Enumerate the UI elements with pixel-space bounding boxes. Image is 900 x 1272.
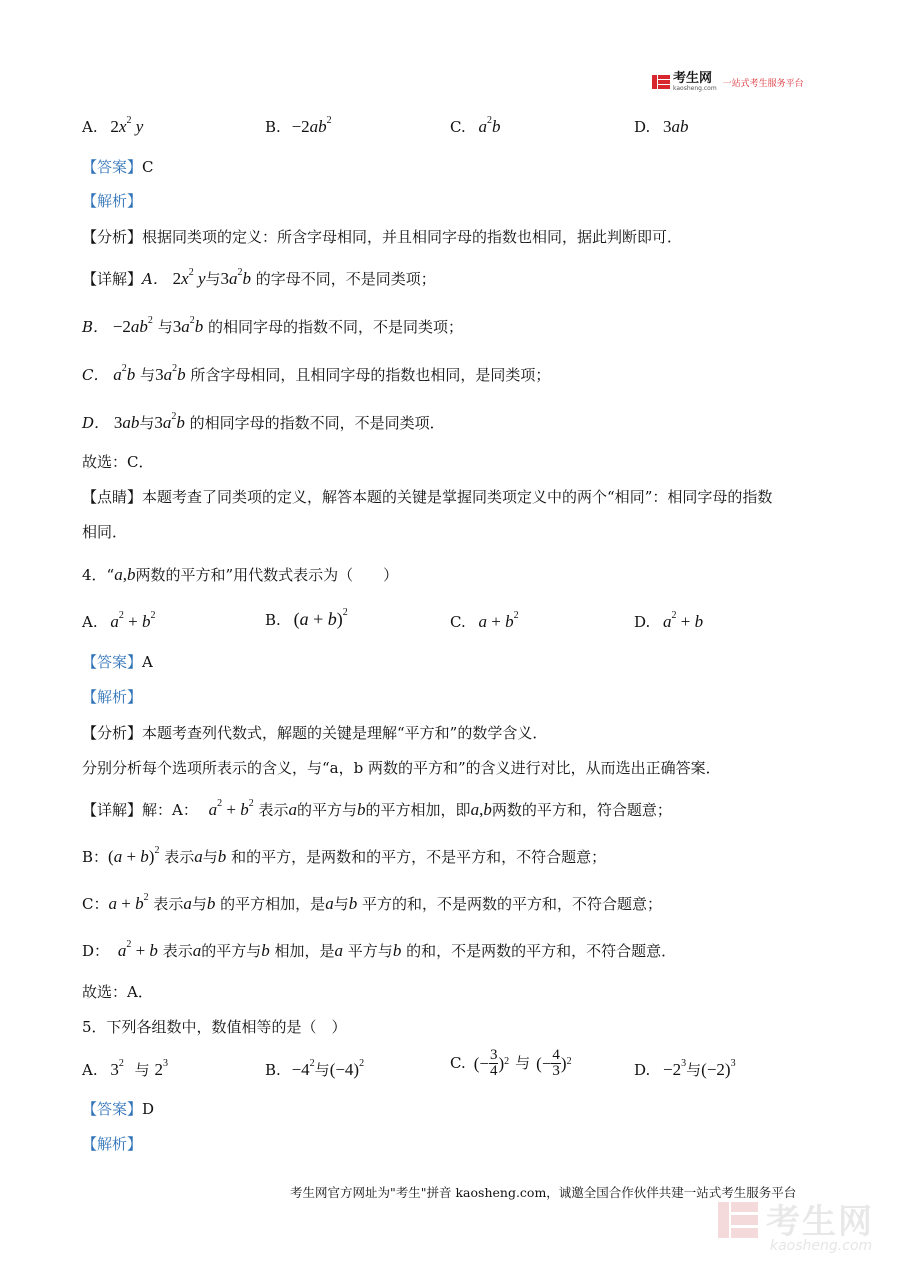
option-label: B.	[265, 611, 281, 629]
q4-fenxi-2: 分别分析每个选项所表示的含义，与“a，b 两数的平方和”的含义进行对比，从而选出正确答案．	[82, 759, 721, 777]
detail-text: 与	[333, 895, 349, 913]
answer-value: A	[142, 653, 153, 671]
q4-detail-d	[82, 939, 677, 960]
q3-option-d	[634, 118, 689, 135]
math-expr: a	[288, 800, 298, 819]
math-expr: a	[183, 894, 192, 913]
detail-text: 和的平方，是两数和的平方，不是平方和，不符合题意；	[231, 848, 607, 866]
math-expr: $a + b^2$	[108, 892, 149, 913]
math-expr: a,b	[470, 800, 492, 819]
q4-analysis-tag: 【解析】	[82, 688, 143, 706]
q5-option-b	[265, 1058, 365, 1079]
math-expr: $a^2 + b^2$	[110, 610, 156, 631]
math-expr: b	[126, 565, 136, 584]
detail-text: 表示	[162, 942, 193, 960]
item-prefix: 解：A：	[142, 801, 198, 819]
math-expr: $a + b^2$	[478, 610, 519, 631]
detail-text: 表示	[153, 895, 184, 913]
watermark-logo-icon	[718, 1200, 758, 1244]
math-expr: $-2^3$	[663, 1058, 687, 1079]
header-logo	[652, 72, 804, 92]
logo-name: 考生网	[673, 71, 713, 86]
math-expr: $a^2 + b^2$	[208, 798, 254, 819]
detail-text: 的平方相加，是	[220, 895, 326, 913]
math-expr: $2x^2$ y	[172, 267, 206, 288]
item-prefix: D．	[82, 414, 110, 432]
fenxi-text: 本题考查列代数式，解题的关键是理解“平方和”的数学含义．	[142, 724, 548, 742]
q3-answer	[82, 160, 154, 175]
q3-option-a	[82, 115, 144, 136]
connector-text: 与	[686, 1061, 702, 1079]
option-label: A.	[82, 118, 98, 136]
q4-fenxi	[82, 726, 547, 741]
q4-stem	[82, 566, 398, 583]
math-expr: $-2ab^2$	[291, 115, 332, 136]
math-expr: $a^2 + b$	[117, 939, 158, 960]
math-expr: a	[114, 565, 123, 584]
stem-suffix: 两数的平方和”用代数式表示为（ ）	[135, 566, 399, 584]
math-expr: b	[261, 941, 270, 960]
logo-text-group	[670, 72, 717, 92]
math-expr: ,	[122, 565, 127, 584]
connector-text: 与	[314, 1061, 330, 1079]
detail-text: 的平方相加，即	[365, 801, 471, 819]
answer-value: D	[142, 1100, 155, 1118]
logo-slogan: 一站式考生服务平台	[722, 78, 804, 89]
q5-analysis-tag: 【解析】	[82, 1135, 143, 1153]
dianjing-tag: 【点睛】	[82, 488, 143, 506]
math-expr: 3ab	[113, 413, 140, 432]
detail-text: 所含字母相同，且相同字母的指数也相同，是同类项；	[190, 366, 551, 384]
q3-detail-c	[82, 363, 551, 384]
fenxi-text: 根据同类项的定义：所含字母相同，并且相同字母的指数也相同，据此判断即可．	[142, 228, 683, 246]
connector-text: 与	[157, 318, 173, 336]
math-expr: $(a + b)^2$	[293, 607, 348, 629]
math-expr: $3a^2b$	[220, 267, 251, 288]
q4-choose: 故选：A．	[82, 983, 153, 1001]
q3-detail-d	[82, 411, 445, 432]
q4-detail-c	[82, 892, 662, 913]
option-label: A.	[82, 613, 98, 631]
math-expr: a	[334, 941, 344, 960]
option-label: D.	[634, 1061, 651, 1079]
item-prefix: C．	[82, 366, 109, 384]
detail-text: 两数的平方和，符合题意；	[491, 801, 672, 819]
math-expr: $3^2$	[110, 1058, 124, 1079]
option-label: C.	[450, 1054, 466, 1072]
connector-text: 与	[515, 1054, 531, 1072]
detail-text: 的相同字母的指数不同，不是同类项；	[207, 318, 463, 336]
fenxi-tag: 【分析】	[82, 228, 143, 246]
q5-answer	[82, 1102, 154, 1117]
kaosheng-logo-icon	[652, 73, 670, 91]
detail-text: 平方的和，不是两数的平方和，不符合题意；	[361, 895, 662, 913]
footer-text: 考生网官方网址为"考生"拼音 kaosheng.com，诚邀全国合作伙伴共建一站式考生服务平台	[290, 1185, 797, 1200]
math-expr: a	[325, 894, 334, 913]
q3-analysis-tag: 【解析】	[82, 192, 143, 210]
answer-value: C	[142, 158, 154, 176]
math-expr: a	[194, 847, 203, 866]
detail-text: 相加，是	[274, 942, 335, 960]
item-prefix: C：	[82, 895, 109, 913]
answer-tag: 【答案】	[82, 1100, 143, 1118]
item-prefix: D：	[82, 942, 110, 960]
math-expr: b	[392, 941, 402, 960]
detail-text: 的和，不是两数的平方和，不符合题意．	[406, 942, 677, 960]
dianjing-text: 本题考查了同类项的定义，解答本题的关键是掌握同类项定义中的两个“相同”：相同字母的指数	[142, 488, 773, 506]
detail-text: 的字母不同，不是同类项；	[255, 270, 436, 288]
connector-text: 与	[134, 1061, 150, 1079]
answer-tag: 【答案】	[82, 653, 143, 671]
connector-text: 与	[139, 414, 155, 432]
q4-option-c	[450, 610, 519, 631]
q4-option-d	[634, 610, 704, 631]
math-expr: $a^2b$	[113, 363, 136, 384]
q4-detail-b	[82, 845, 607, 866]
math-expr: b	[357, 800, 366, 819]
q3-choose: 故选：C．	[82, 453, 154, 471]
watermark-domain: kaosheng.com	[770, 1238, 873, 1254]
option-label: D.	[634, 613, 651, 631]
math-expr: $2x^2$ y	[110, 115, 144, 136]
logo-domain: kaosheng.com	[673, 85, 717, 92]
q3-detail-b	[82, 315, 463, 336]
option-label: C.	[450, 613, 466, 631]
item-prefix: B：	[82, 848, 109, 866]
q3-fenxi	[82, 230, 682, 245]
math-expr: b	[206, 894, 216, 913]
fenxi-tag: 【分析】	[82, 724, 143, 742]
math-expr: $a^2 + b$	[663, 610, 704, 631]
q3-option-c	[450, 115, 501, 136]
xiangjie-tag: 【详解】	[82, 270, 143, 288]
answer-tag: 【答案】	[82, 158, 143, 176]
option-label: B.	[265, 1061, 281, 1079]
detail-text: 表示	[258, 801, 289, 819]
q4-option-a	[82, 610, 156, 631]
detail-text: 的相同字母的指数不同，不是同类项．	[189, 414, 445, 432]
q3-dianjing-1	[82, 490, 772, 505]
math-expr: 3ab	[663, 117, 689, 136]
option-label: D.	[634, 118, 651, 136]
math-expr: $-4^2$	[291, 1058, 315, 1079]
detail-text: 与	[202, 848, 218, 866]
math-expr: $2^3$	[154, 1058, 168, 1079]
xiangjie-tag: 【详解】	[82, 801, 143, 819]
math-expr: $(-2)^3$	[701, 1058, 736, 1079]
math-expr: $(-4)^2$	[329, 1058, 365, 1079]
detail-text: 表示	[164, 848, 195, 866]
math-expr: a	[192, 941, 202, 960]
connector-text: 与	[205, 270, 221, 288]
detail-text: 的平方与	[297, 801, 358, 819]
q5-option-a	[82, 1058, 168, 1079]
item-prefix: B．	[82, 318, 109, 336]
q4-detail-a	[82, 798, 672, 819]
watermark-text: 考生网	[766, 1202, 874, 1242]
math-expr: b	[348, 894, 358, 913]
item-prefix: A．	[142, 270, 168, 288]
connector-text: 与	[140, 366, 156, 384]
option-label: C.	[450, 118, 466, 136]
math-expr: $3a^2b$	[154, 411, 185, 432]
q5-option-d	[634, 1058, 736, 1079]
q5-stem: 5．下列各组数中，数值相等的是（ ）	[82, 1018, 347, 1036]
q4-answer	[82, 655, 153, 670]
q3-detail-a	[82, 267, 436, 288]
math-expr: $a^2b$	[478, 115, 501, 136]
option-label: B.	[265, 118, 281, 136]
math-expr: $-2ab^2$	[112, 315, 153, 336]
math-expr: $3a^2b$	[155, 363, 186, 384]
q4-option-b	[265, 607, 348, 629]
q3-option-b	[265, 115, 332, 136]
detail-text: 平方与	[347, 942, 393, 960]
q5-option-c	[450, 1048, 572, 1079]
math-expr: $3a^2b$	[172, 315, 204, 336]
math-expr: (− $\frac{4}{3}$ ) $^2$	[536, 1047, 572, 1079]
q3-dianjing-2: 相同．	[82, 523, 128, 541]
detail-text: 的平方与	[201, 942, 262, 960]
math-expr: b	[217, 847, 227, 866]
math-expr: (− $\frac{3}{4}$ ) $^2$	[473, 1047, 510, 1079]
detail-text: 与	[191, 895, 207, 913]
option-label: A.	[82, 1061, 98, 1079]
stem-prefix: 4．“	[82, 566, 115, 584]
math-expr: $(a + b)^2$	[108, 845, 160, 866]
